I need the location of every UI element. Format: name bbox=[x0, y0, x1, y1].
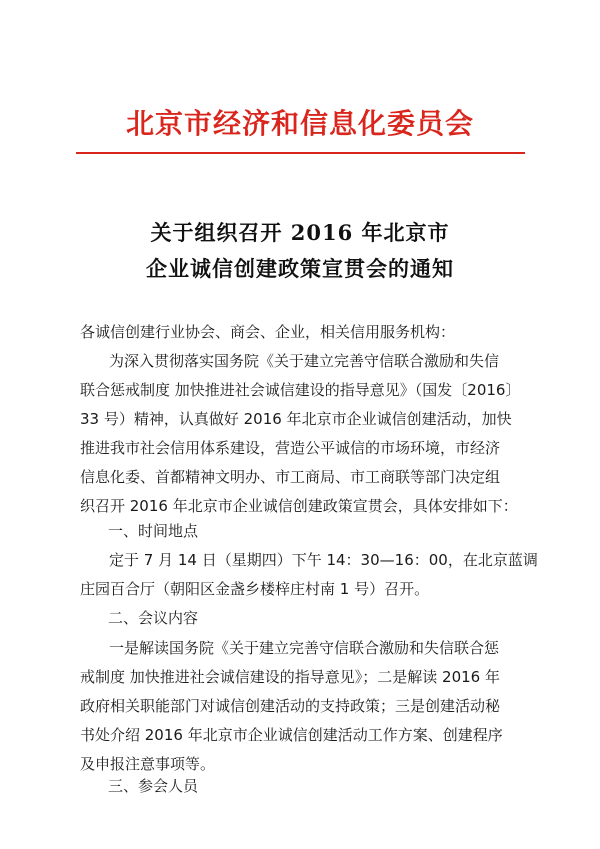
intro-line: 33 号）精神，认真做好 2016 年北京市企业诚信创建活动，加快 bbox=[80, 410, 512, 428]
letterhead-red-rule bbox=[76, 152, 525, 154]
intro-line: 织召开 2016 年北京市企业诚信创建政策宣贯会，具体安排如下： bbox=[80, 497, 518, 515]
intro-line: 推进我市社会信用体系建设，营造公平诚信的市场环境，市经济 bbox=[80, 439, 501, 457]
letterhead-organization: 北京市经济和信息化委员会 bbox=[125, 107, 474, 140]
section-2-line: 及申报注意事项等。 bbox=[80, 755, 216, 773]
section-1-line: 定于 7 月 14 日（星期四）下午 14：30—16：00，在北京蓝调 bbox=[109, 551, 538, 569]
section-2-line: 书处介绍 2016 年北京市企业诚信创建活动工作方案、创建程序 bbox=[80, 726, 503, 744]
document-title-line-1: 关于组织召开 2016 年北京市 bbox=[150, 220, 450, 245]
section-2-paragraph bbox=[80, 634, 532, 779]
section-2-line: 一是解读国务院《关于建立完善守信联合激励和失信联合惩 bbox=[109, 639, 500, 657]
intro-line: 为深入贯彻落实国务院《关于建立完善守信联合激励和失信 bbox=[109, 352, 500, 370]
section-2-line: 戒制度 加快推进社会诚信建设的指导意见》；二是解读 2016 年 bbox=[80, 668, 500, 686]
section-1-line: 庄园百合厅（朝阳区金盏乡楼梓庄村南 1 号）召开。 bbox=[80, 580, 430, 598]
salutation: 各诚信创建行业协会、商会、企业，相关信用服务机构： bbox=[80, 323, 456, 341]
intro-line: 联合惩戒制度 加快推进社会诚信建设的指导意见》（国发〔2016〕 bbox=[80, 381, 521, 399]
intro-paragraph bbox=[80, 347, 532, 521]
intro-line: 信息化委、首都精神文明办、市工商局、市工商联等部门决定组 bbox=[80, 468, 501, 486]
section-heading-attendees: 三、参会人员 bbox=[108, 777, 199, 795]
section-heading-time-location: 一、时间地点 bbox=[108, 522, 199, 540]
section-1-paragraph bbox=[80, 546, 538, 604]
section-heading-meeting-content: 二、会议内容 bbox=[108, 609, 199, 627]
document-title-line-2: 企业诚信创建政策宣贯会的通知 bbox=[146, 256, 454, 281]
section-2-line: 政府相关职能部门对诚信创建活动的支持政策；三是创建活动秘 bbox=[80, 697, 501, 715]
